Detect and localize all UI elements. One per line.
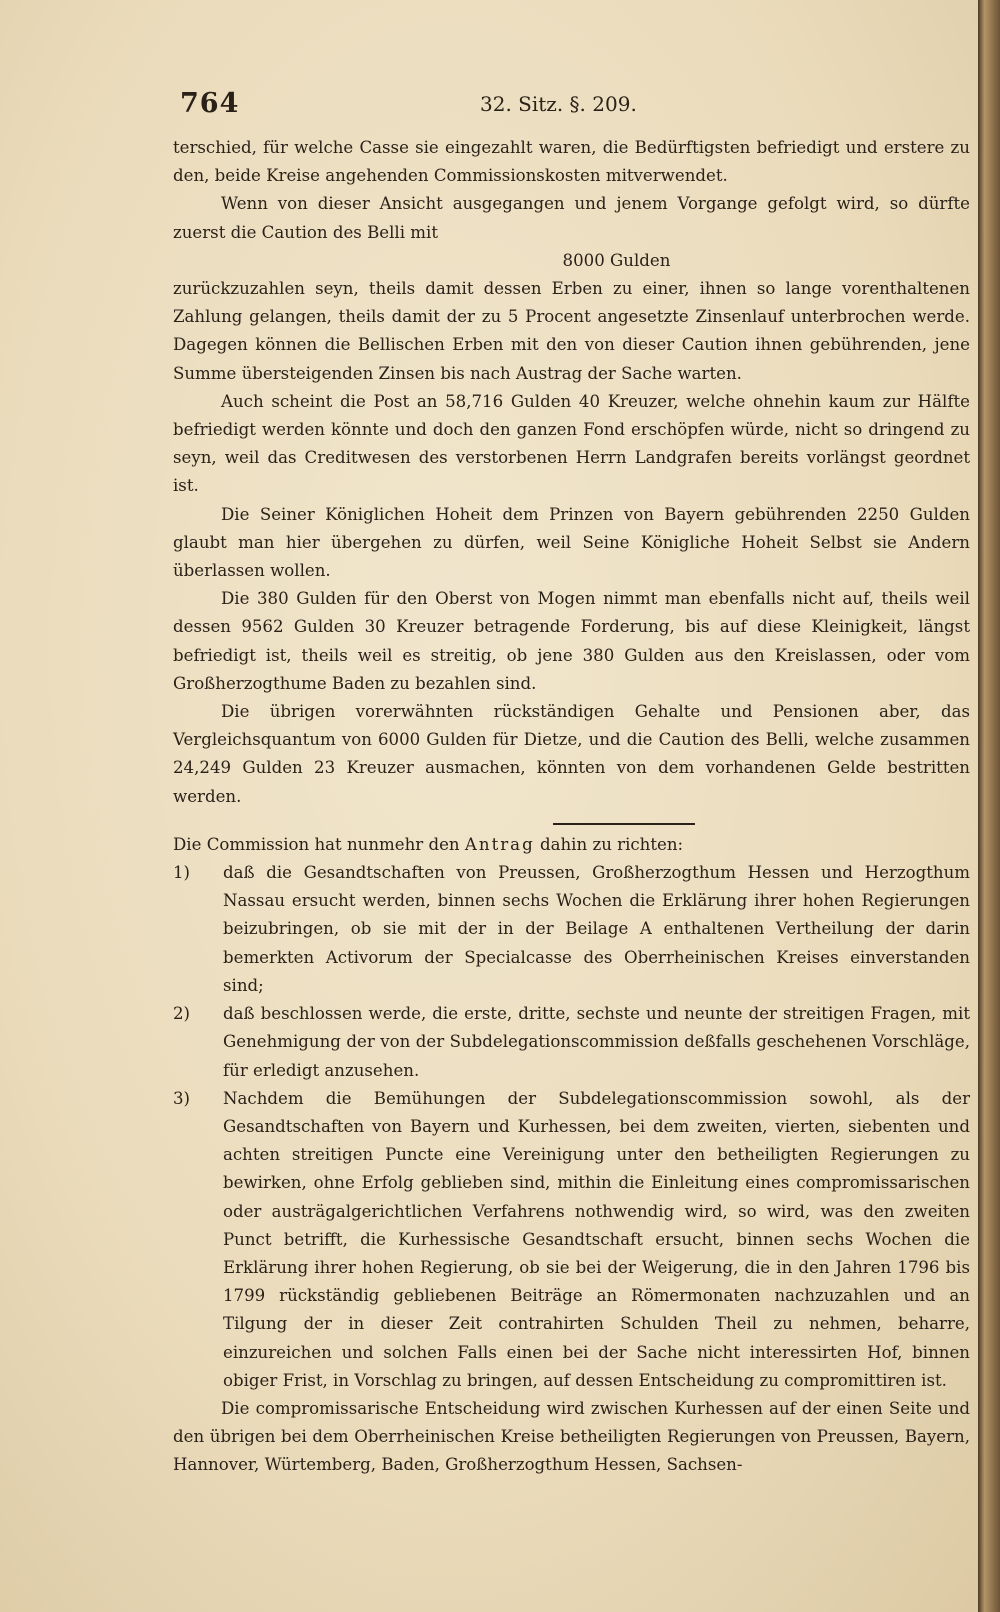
amount-line: 8000 Gulden <box>562 250 671 270</box>
paragraph: zurückzuzahlen seyn, theils damit dessen Erben zu einer, ihnen so lange vorenthaltenen Zahlung gelangen, theils damit der zu 5 Procent angesetzte Zinsenlauf unterbrochen werde. Dagegen können die Bellischen Erben mit den von dieser Caution ihnen gebührenden, jene Summe übersteigenden Zinsen bis nach Austrag der Sache warten. <box>173 279 970 383</box>
item-number: 3) <box>173 1088 191 1108</box>
body-text <box>173 134 970 1480</box>
emphasized-word: Antrag <box>464 834 535 854</box>
page-edge-shadow <box>978 0 1000 1612</box>
proposal-item <box>173 1000 970 1085</box>
paragraph: Die 380 Gulden für den Oberst von Mogen nimmt man ebenfalls nicht auf, theils weil dessen 9562 Gulden 30 Kreuzer betragende Forderung, bis auf diese Kleinigkeit, längst befriedigt ist, theils weil es streitig, ob jene 380 Gulden aus den Kreislassen, oder vom Großherzogthume Baden zu bezahlen sind. <box>173 589 970 693</box>
running-head: 32. Sitz. §. 209. <box>480 92 637 116</box>
item-text: daß die Gesandtschaften von Preussen, Großherzogthum Hessen und Herzogthum Nassau ersucht werden, binnen sechs Wochen die Erklärung ihrer hohen Regierungen beizubringen, ob sie mit der in der Beilage A enthaltenen Vertheilung der darin bemerkten Activorum der Specialcasse des Oberrheinischen Kreises einverstanden sind; <box>223 863 970 995</box>
proposal-intro: Die Commission hat nunmehr den Antrag dahin zu richten: <box>173 834 684 854</box>
section-divider <box>553 823 695 825</box>
page-number: 764 <box>180 88 240 119</box>
closing-paragraph: Die compromissarische Entscheidung wird zwischen Kurhessen auf der einen Seite und den übrigen bei dem Oberrheinischen Kreise betheiligten Regierungen von Preussen, Bayern, Hannover, Würtemberg, Baden, Großherzogthum Hessen, Sachsen- <box>173 1398 970 1475</box>
item-text: daß beschlossen werde, die erste, dritte, sechste und neunte der streitigen Fragen, mit Genehmigung der von der Subdelegationscommission deßfalls geschehenen Vorschläge, für erledigt anzusehen. <box>223 1004 970 1080</box>
proposal-item <box>173 859 970 1000</box>
item-number: 1) <box>173 863 191 883</box>
paragraph: Die Seiner Königlichen Hoheit dem Prinzen von Bayern gebührenden 2250 Gulden glaubt man hier übergehen zu dürfen, weil Seine Königliche Hoheit Selbst sie Andern überlassen wollen. <box>173 504 970 581</box>
item-text: Nachdem die Bemühungen der Subdelegationscommission sowohl, als der Gesandtschaften von Bayern und Kurhessen, bei dem zweiten, vierten, siebenten und achten streitigen Puncte eine Vereinigung unter den betheiligten Regierungen zu bewirken, ohne Erfolg geblieben sind, mithin die Einleitung eines compromissarischen oder austrägalgerichtlichen Verfahrens nothwendig wird, so wird, was den zweiten Punct betrifft, die Kurhessische Gesandtschaft ersucht, binnen sechs Wochen die Erklärung ihrer hohen Regierung, ob sie bei der Weigerung, die in den Jahren 1796 bis 1799 rückständig gebliebenen Beiträge an Römermonaten nachzuzahlen und an Tilgung der in dieser Zeit contrahirten Schulden Theil zu nehmen, beharre, einzureichen und solchen Falls einen bei der Sache nicht interessirten Hof, binnen obiger Frist, in Vorschlag zu bringen, auf dessen Entscheidung zu compromittiren ist. <box>223 1088 970 1390</box>
paragraph: Die übrigen vorerwähnten rückständigen Gehalte und Pensionen aber, das Vergleichsquantum von 6000 Gulden für Dietze, und die Caution des Belli, welche zusammen 24,249 Gulden 23 Kreuzer ausmachen, könnten von dem vorhandenen Gelde bestritten werden. <box>173 702 970 806</box>
proposal-item <box>173 1085 970 1395</box>
paragraph: terschied, für welche Casse sie eingezahlt waren, die Bedürftigsten befriedigt und erstere zu den, beide Kreise angehenden Commissionskosten mitverwendet. <box>173 138 970 186</box>
paragraph: Wenn von dieser Ansicht ausgegangen und jenem Vorgange gefolgt wird, so dürfte zuerst die Caution des Belli mit <box>173 194 970 242</box>
paragraph: Auch scheint die Post an 58,716 Gulden 40 Kreuzer, welche ohnehin kaum zur Hälfte befriedigt werden könnte und doch den ganzen Fond erschöpfen würde, nicht so dringend zu seyn, weil das Creditwesen des verstorbenen Herrn Landgrafen bereits vorlängst geordnet ist. <box>173 391 970 496</box>
item-number: 2) <box>173 1004 191 1024</box>
page-header <box>180 88 970 122</box>
